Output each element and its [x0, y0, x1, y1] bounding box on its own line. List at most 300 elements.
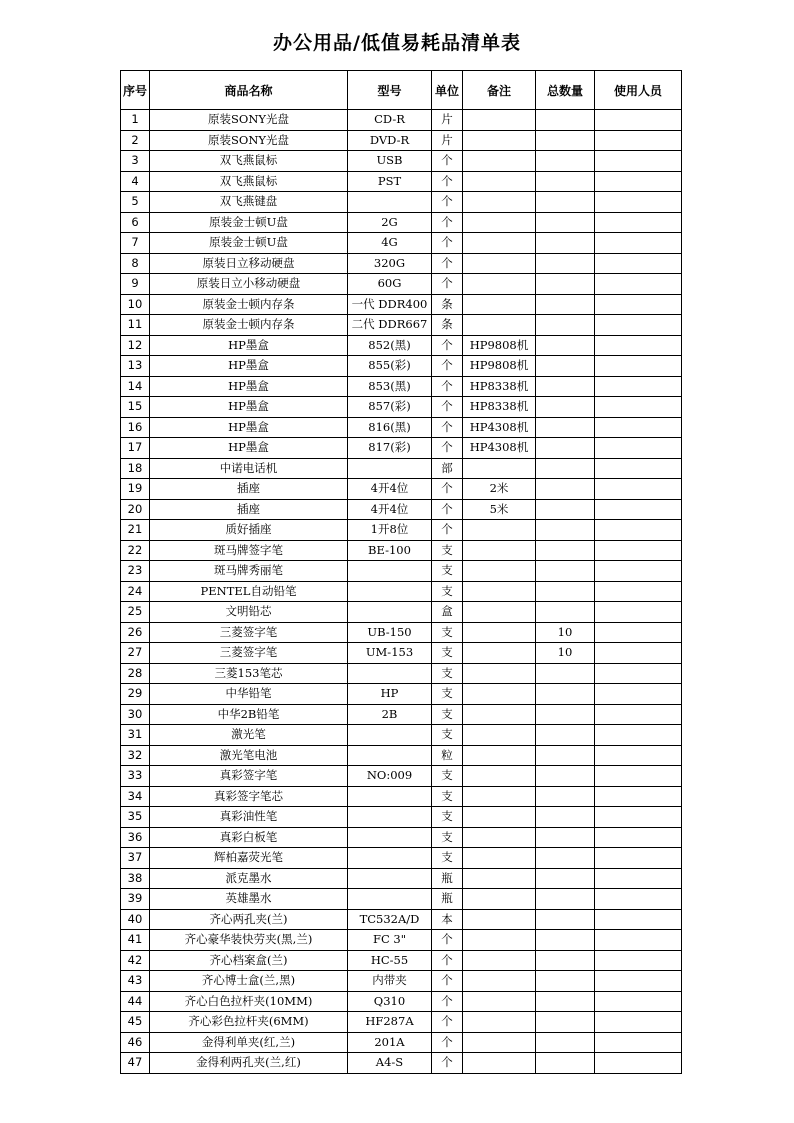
- cell-qty[interactable]: 10: [536, 622, 595, 643]
- cell-note[interactable]: [463, 171, 536, 192]
- cell-model[interactable]: 1开8位: [348, 520, 432, 541]
- cell-name[interactable]: 原装SONY光盘: [150, 130, 348, 151]
- cell-note[interactable]: [463, 151, 536, 172]
- cell-name[interactable]: 英雄墨水: [150, 889, 348, 910]
- cell-seq[interactable]: 9: [121, 274, 150, 295]
- cell-unit[interactable]: 支: [432, 786, 463, 807]
- cell-name[interactable]: 真彩签字笔: [150, 766, 348, 787]
- cell-note[interactable]: [463, 848, 536, 869]
- cell-seq[interactable]: 22: [121, 540, 150, 561]
- cell-qty[interactable]: [536, 663, 595, 684]
- cell-qty[interactable]: [536, 848, 595, 869]
- cell-model[interactable]: [348, 807, 432, 828]
- cell-unit[interactable]: 支: [432, 643, 463, 664]
- cell-note[interactable]: [463, 294, 536, 315]
- cell-model[interactable]: [348, 725, 432, 746]
- cell-note[interactable]: HP9808机: [463, 335, 536, 356]
- cell-model[interactable]: A4-S: [348, 1053, 432, 1074]
- cell-model[interactable]: 852(黑): [348, 335, 432, 356]
- cell-model[interactable]: BE-100: [348, 540, 432, 561]
- cell-name[interactable]: 原装金士顿内存条: [150, 315, 348, 336]
- cell-user[interactable]: [595, 807, 682, 828]
- cell-unit[interactable]: 个: [432, 1012, 463, 1033]
- cell-unit[interactable]: 个: [432, 971, 463, 992]
- cell-unit[interactable]: 本: [432, 909, 463, 930]
- cell-seq[interactable]: 15: [121, 397, 150, 418]
- cell-name[interactable]: 激光笔电池: [150, 745, 348, 766]
- cell-user[interactable]: [595, 1032, 682, 1053]
- cell-seq[interactable]: 12: [121, 335, 150, 356]
- cell-model[interactable]: [348, 786, 432, 807]
- cell-model[interactable]: [348, 827, 432, 848]
- cell-unit[interactable]: 支: [432, 622, 463, 643]
- cell-unit[interactable]: 个: [432, 1032, 463, 1053]
- cell-model[interactable]: 816(黑): [348, 417, 432, 438]
- cell-name[interactable]: 齐心彩色拉杆夹(6MM): [150, 1012, 348, 1033]
- cell-name[interactable]: 原装金士顿内存条: [150, 294, 348, 315]
- cell-model[interactable]: USB: [348, 151, 432, 172]
- cell-seq[interactable]: 8: [121, 253, 150, 274]
- cell-name[interactable]: 辉柏嘉荧光笔: [150, 848, 348, 869]
- cell-name[interactable]: 双飞燕鼠标: [150, 171, 348, 192]
- cell-user[interactable]: [595, 540, 682, 561]
- cell-user[interactable]: [595, 848, 682, 869]
- cell-note[interactable]: [463, 786, 536, 807]
- cell-model[interactable]: [348, 889, 432, 910]
- cell-unit[interactable]: 个: [432, 499, 463, 520]
- cell-user[interactable]: [595, 171, 682, 192]
- cell-note[interactable]: [463, 540, 536, 561]
- cell-user[interactable]: [595, 1012, 682, 1033]
- cell-model[interactable]: [348, 663, 432, 684]
- cell-note[interactable]: 5米: [463, 499, 536, 520]
- cell-model[interactable]: 2B: [348, 704, 432, 725]
- cell-unit[interactable]: 盒: [432, 602, 463, 623]
- cell-note[interactable]: [463, 274, 536, 295]
- cell-qty[interactable]: [536, 212, 595, 233]
- cell-name[interactable]: 金得利两孔夹(兰,红): [150, 1053, 348, 1074]
- cell-seq[interactable]: 33: [121, 766, 150, 787]
- cell-note[interactable]: HP9808机: [463, 356, 536, 377]
- cell-note[interactable]: [463, 725, 536, 746]
- cell-unit[interactable]: 片: [432, 110, 463, 131]
- cell-note[interactable]: [463, 1032, 536, 1053]
- cell-name[interactable]: 齐心两孔夹(兰): [150, 909, 348, 930]
- cell-note[interactable]: [463, 458, 536, 479]
- cell-qty[interactable]: [536, 1053, 595, 1074]
- cell-seq[interactable]: 31: [121, 725, 150, 746]
- cell-model[interactable]: 201A: [348, 1032, 432, 1053]
- cell-name[interactable]: 双飞燕键盘: [150, 192, 348, 213]
- cell-name[interactable]: 真彩油性笔: [150, 807, 348, 828]
- cell-model[interactable]: [348, 192, 432, 213]
- cell-user[interactable]: [595, 192, 682, 213]
- cell-qty[interactable]: [536, 1012, 595, 1033]
- cell-qty[interactable]: [536, 1032, 595, 1053]
- cell-seq[interactable]: 14: [121, 376, 150, 397]
- cell-note[interactable]: [463, 807, 536, 828]
- cell-model[interactable]: 4G: [348, 233, 432, 254]
- cell-note[interactable]: [463, 110, 536, 131]
- cell-qty[interactable]: [536, 458, 595, 479]
- cell-user[interactable]: [595, 930, 682, 951]
- cell-unit[interactable]: 个: [432, 950, 463, 971]
- cell-note[interactable]: HP4308机: [463, 438, 536, 459]
- cell-user[interactable]: [595, 151, 682, 172]
- cell-model[interactable]: [348, 868, 432, 889]
- cell-qty[interactable]: [536, 930, 595, 951]
- cell-qty[interactable]: 10: [536, 643, 595, 664]
- cell-name[interactable]: 中诺电话机: [150, 458, 348, 479]
- cell-note[interactable]: [463, 212, 536, 233]
- cell-qty[interactable]: [536, 889, 595, 910]
- cell-seq[interactable]: 25: [121, 602, 150, 623]
- cell-name[interactable]: 原装日立小移动硬盘: [150, 274, 348, 295]
- cell-user[interactable]: [595, 130, 682, 151]
- cell-seq[interactable]: 35: [121, 807, 150, 828]
- cell-unit[interactable]: 个: [432, 253, 463, 274]
- cell-model[interactable]: [348, 602, 432, 623]
- cell-note[interactable]: HP8338机: [463, 376, 536, 397]
- cell-model[interactable]: 853(黑): [348, 376, 432, 397]
- cell-qty[interactable]: [536, 253, 595, 274]
- cell-model[interactable]: [348, 581, 432, 602]
- cell-user[interactable]: [595, 561, 682, 582]
- cell-seq[interactable]: 37: [121, 848, 150, 869]
- cell-note[interactable]: [463, 745, 536, 766]
- cell-model[interactable]: CD-R: [348, 110, 432, 131]
- cell-unit[interactable]: 个: [432, 930, 463, 951]
- cell-seq[interactable]: 38: [121, 868, 150, 889]
- cell-seq[interactable]: 44: [121, 991, 150, 1012]
- cell-user[interactable]: [595, 499, 682, 520]
- cell-model[interactable]: HC-55: [348, 950, 432, 971]
- cell-user[interactable]: [595, 663, 682, 684]
- cell-note[interactable]: [463, 581, 536, 602]
- cell-user[interactable]: [595, 417, 682, 438]
- cell-note[interactable]: [463, 233, 536, 254]
- cell-qty[interactable]: [536, 745, 595, 766]
- cell-unit[interactable]: 部: [432, 458, 463, 479]
- cell-user[interactable]: [595, 315, 682, 336]
- cell-model[interactable]: 一代 DDR400: [348, 294, 432, 315]
- cell-seq[interactable]: 29: [121, 684, 150, 705]
- cell-seq[interactable]: 4: [121, 171, 150, 192]
- cell-unit[interactable]: 支: [432, 561, 463, 582]
- cell-note[interactable]: [463, 909, 536, 930]
- cell-note[interactable]: [463, 971, 536, 992]
- cell-qty[interactable]: [536, 971, 595, 992]
- cell-seq[interactable]: 1: [121, 110, 150, 131]
- cell-name[interactable]: 中华2B铅笔: [150, 704, 348, 725]
- cell-name[interactable]: 双飞燕鼠标: [150, 151, 348, 172]
- cell-user[interactable]: [595, 725, 682, 746]
- cell-name[interactable]: 真彩白板笔: [150, 827, 348, 848]
- cell-note[interactable]: [463, 889, 536, 910]
- cell-seq[interactable]: 10: [121, 294, 150, 315]
- cell-model[interactable]: [348, 561, 432, 582]
- cell-note[interactable]: [463, 520, 536, 541]
- cell-unit[interactable]: 支: [432, 848, 463, 869]
- cell-unit[interactable]: 个: [432, 1053, 463, 1074]
- cell-model[interactable]: TC532A/D: [348, 909, 432, 930]
- cell-user[interactable]: [595, 827, 682, 848]
- cell-model[interactable]: DVD-R: [348, 130, 432, 151]
- cell-name[interactable]: 激光笔: [150, 725, 348, 746]
- cell-name[interactable]: 三菱153笔芯: [150, 663, 348, 684]
- cell-seq[interactable]: 7: [121, 233, 150, 254]
- cell-note[interactable]: [463, 991, 536, 1012]
- cell-user[interactable]: [595, 253, 682, 274]
- cell-name[interactable]: 原装金士顿U盘: [150, 233, 348, 254]
- cell-name[interactable]: HP墨盒: [150, 335, 348, 356]
- cell-user[interactable]: [595, 233, 682, 254]
- cell-model[interactable]: 60G: [348, 274, 432, 295]
- cell-seq[interactable]: 41: [121, 930, 150, 951]
- cell-qty[interactable]: [536, 868, 595, 889]
- cell-qty[interactable]: [536, 130, 595, 151]
- cell-note[interactable]: [463, 684, 536, 705]
- cell-note[interactable]: [463, 827, 536, 848]
- cell-unit[interactable]: 个: [432, 151, 463, 172]
- cell-qty[interactable]: [536, 704, 595, 725]
- cell-qty[interactable]: [536, 807, 595, 828]
- cell-qty[interactable]: [536, 274, 595, 295]
- cell-seq[interactable]: 32: [121, 745, 150, 766]
- cell-user[interactable]: [595, 950, 682, 971]
- cell-seq[interactable]: 36: [121, 827, 150, 848]
- cell-unit[interactable]: 个: [432, 376, 463, 397]
- cell-unit[interactable]: 个: [432, 212, 463, 233]
- cell-qty[interactable]: [536, 766, 595, 787]
- cell-unit[interactable]: 支: [432, 684, 463, 705]
- cell-qty[interactable]: [536, 315, 595, 336]
- cell-model[interactable]: HP: [348, 684, 432, 705]
- cell-unit[interactable]: 个: [432, 171, 463, 192]
- cell-unit[interactable]: 个: [432, 274, 463, 295]
- cell-user[interactable]: [595, 356, 682, 377]
- cell-model[interactable]: HF287A: [348, 1012, 432, 1033]
- cell-user[interactable]: [595, 602, 682, 623]
- cell-model[interactable]: [348, 745, 432, 766]
- cell-name[interactable]: 插座: [150, 499, 348, 520]
- cell-model[interactable]: 4开4位: [348, 499, 432, 520]
- cell-note[interactable]: [463, 1012, 536, 1033]
- cell-qty[interactable]: [536, 540, 595, 561]
- cell-name[interactable]: 斑马牌秀丽笔: [150, 561, 348, 582]
- cell-name[interactable]: 齐心白色拉杆夹(10MM): [150, 991, 348, 1012]
- cell-note[interactable]: [463, 192, 536, 213]
- cell-user[interactable]: [595, 622, 682, 643]
- cell-qty[interactable]: [536, 335, 595, 356]
- cell-unit[interactable]: 个: [432, 438, 463, 459]
- cell-qty[interactable]: [536, 376, 595, 397]
- cell-note[interactable]: [463, 602, 536, 623]
- cell-seq[interactable]: 47: [121, 1053, 150, 1074]
- cell-unit[interactable]: 个: [432, 520, 463, 541]
- cell-note[interactable]: [463, 253, 536, 274]
- cell-note[interactable]: [463, 643, 536, 664]
- cell-user[interactable]: [595, 520, 682, 541]
- cell-note[interactable]: [463, 663, 536, 684]
- cell-model[interactable]: 二代 DDR667: [348, 315, 432, 336]
- cell-name[interactable]: 原装SONY光盘: [150, 110, 348, 131]
- cell-note[interactable]: [463, 622, 536, 643]
- cell-user[interactable]: [595, 581, 682, 602]
- cell-qty[interactable]: [536, 950, 595, 971]
- cell-qty[interactable]: [536, 684, 595, 705]
- cell-user[interactable]: [595, 212, 682, 233]
- cell-model[interactable]: [348, 458, 432, 479]
- cell-user[interactable]: [595, 971, 682, 992]
- cell-user[interactable]: [595, 1053, 682, 1074]
- cell-user[interactable]: [595, 868, 682, 889]
- cell-unit[interactable]: 个: [432, 397, 463, 418]
- cell-seq[interactable]: 5: [121, 192, 150, 213]
- cell-user[interactable]: [595, 991, 682, 1012]
- cell-qty[interactable]: [536, 725, 595, 746]
- cell-name[interactable]: 原装金士顿U盘: [150, 212, 348, 233]
- cell-seq[interactable]: 46: [121, 1032, 150, 1053]
- cell-model[interactable]: 2G: [348, 212, 432, 233]
- cell-name[interactable]: PENTEL自动铅笔: [150, 581, 348, 602]
- cell-name[interactable]: 三菱签字笔: [150, 643, 348, 664]
- cell-name[interactable]: 齐心博士盒(兰,黑): [150, 971, 348, 992]
- cell-unit[interactable]: 支: [432, 581, 463, 602]
- cell-name[interactable]: 齐心档案盒(兰): [150, 950, 348, 971]
- cell-name[interactable]: 金得利单夹(红,兰): [150, 1032, 348, 1053]
- cell-name[interactable]: 插座: [150, 479, 348, 500]
- cell-unit[interactable]: 个: [432, 192, 463, 213]
- cell-note[interactable]: 2米: [463, 479, 536, 500]
- cell-name[interactable]: HP墨盒: [150, 438, 348, 459]
- cell-note[interactable]: HP8338机: [463, 397, 536, 418]
- cell-seq[interactable]: 45: [121, 1012, 150, 1033]
- cell-seq[interactable]: 18: [121, 458, 150, 479]
- cell-qty[interactable]: [536, 602, 595, 623]
- cell-seq[interactable]: 23: [121, 561, 150, 582]
- cell-qty[interactable]: [536, 171, 595, 192]
- cell-user[interactable]: [595, 458, 682, 479]
- cell-model[interactable]: NO:009: [348, 766, 432, 787]
- cell-user[interactable]: [595, 397, 682, 418]
- cell-name[interactable]: 三菱签字笔: [150, 622, 348, 643]
- cell-user[interactable]: [595, 335, 682, 356]
- cell-note[interactable]: [463, 315, 536, 336]
- cell-name[interactable]: 质好插座: [150, 520, 348, 541]
- cell-seq[interactable]: 3: [121, 151, 150, 172]
- cell-name[interactable]: HP墨盒: [150, 397, 348, 418]
- cell-user[interactable]: [595, 684, 682, 705]
- cell-unit[interactable]: 个: [432, 417, 463, 438]
- cell-seq[interactable]: 40: [121, 909, 150, 930]
- cell-seq[interactable]: 2: [121, 130, 150, 151]
- cell-qty[interactable]: [536, 233, 595, 254]
- cell-unit[interactable]: 支: [432, 725, 463, 746]
- cell-seq[interactable]: 39: [121, 889, 150, 910]
- cell-seq[interactable]: 28: [121, 663, 150, 684]
- cell-seq[interactable]: 27: [121, 643, 150, 664]
- cell-seq[interactable]: 34: [121, 786, 150, 807]
- cell-name[interactable]: 齐心豪华装快劳夹(黑,兰): [150, 930, 348, 951]
- cell-name[interactable]: HP墨盒: [150, 356, 348, 377]
- cell-qty[interactable]: [536, 397, 595, 418]
- cell-model[interactable]: FC 3": [348, 930, 432, 951]
- cell-qty[interactable]: [536, 151, 595, 172]
- cell-qty[interactable]: [536, 417, 595, 438]
- cell-model[interactable]: Q310: [348, 991, 432, 1012]
- cell-qty[interactable]: [536, 909, 595, 930]
- cell-name[interactable]: 斑马牌签字笔: [150, 540, 348, 561]
- cell-qty[interactable]: [536, 294, 595, 315]
- cell-seq[interactable]: 42: [121, 950, 150, 971]
- cell-seq[interactable]: 20: [121, 499, 150, 520]
- cell-user[interactable]: [595, 438, 682, 459]
- cell-unit[interactable]: 个: [432, 479, 463, 500]
- cell-qty[interactable]: [536, 499, 595, 520]
- cell-unit[interactable]: 条: [432, 315, 463, 336]
- cell-qty[interactable]: [536, 438, 595, 459]
- cell-name[interactable]: HP墨盒: [150, 376, 348, 397]
- cell-qty[interactable]: [536, 991, 595, 1012]
- cell-user[interactable]: [595, 786, 682, 807]
- cell-note[interactable]: [463, 868, 536, 889]
- cell-unit[interactable]: 支: [432, 704, 463, 725]
- cell-model[interactable]: [348, 848, 432, 869]
- cell-unit[interactable]: 支: [432, 827, 463, 848]
- cell-model[interactable]: UM-153: [348, 643, 432, 664]
- cell-note[interactable]: HP4308机: [463, 417, 536, 438]
- cell-model[interactable]: PST: [348, 171, 432, 192]
- cell-unit[interactable]: 片: [432, 130, 463, 151]
- cell-name[interactable]: 中华铅笔: [150, 684, 348, 705]
- cell-qty[interactable]: [536, 110, 595, 131]
- cell-model[interactable]: UB-150: [348, 622, 432, 643]
- cell-note[interactable]: [463, 130, 536, 151]
- cell-name[interactable]: 原装日立移动硬盘: [150, 253, 348, 274]
- cell-user[interactable]: [595, 704, 682, 725]
- cell-unit[interactable]: 个: [432, 233, 463, 254]
- cell-note[interactable]: [463, 950, 536, 971]
- cell-qty[interactable]: [536, 561, 595, 582]
- cell-note[interactable]: [463, 1053, 536, 1074]
- cell-qty[interactable]: [536, 581, 595, 602]
- cell-note[interactable]: [463, 704, 536, 725]
- cell-user[interactable]: [595, 294, 682, 315]
- cell-model[interactable]: 4开4位: [348, 479, 432, 500]
- cell-unit[interactable]: 支: [432, 540, 463, 561]
- cell-name[interactable]: 文明铅芯: [150, 602, 348, 623]
- cell-name[interactable]: 真彩签字笔芯: [150, 786, 348, 807]
- cell-seq[interactable]: 11: [121, 315, 150, 336]
- cell-seq[interactable]: 26: [121, 622, 150, 643]
- cell-user[interactable]: [595, 110, 682, 131]
- cell-unit[interactable]: 支: [432, 807, 463, 828]
- cell-qty[interactable]: [536, 827, 595, 848]
- cell-name[interactable]: 派克墨水: [150, 868, 348, 889]
- cell-user[interactable]: [595, 274, 682, 295]
- cell-unit[interactable]: 个: [432, 335, 463, 356]
- cell-seq[interactable]: 13: [121, 356, 150, 377]
- cell-unit[interactable]: 个: [432, 356, 463, 377]
- cell-qty[interactable]: [536, 479, 595, 500]
- cell-qty[interactable]: [536, 192, 595, 213]
- cell-note[interactable]: [463, 561, 536, 582]
- cell-seq[interactable]: 43: [121, 971, 150, 992]
- cell-user[interactable]: [595, 745, 682, 766]
- cell-model[interactable]: 857(彩): [348, 397, 432, 418]
- cell-qty[interactable]: [536, 786, 595, 807]
